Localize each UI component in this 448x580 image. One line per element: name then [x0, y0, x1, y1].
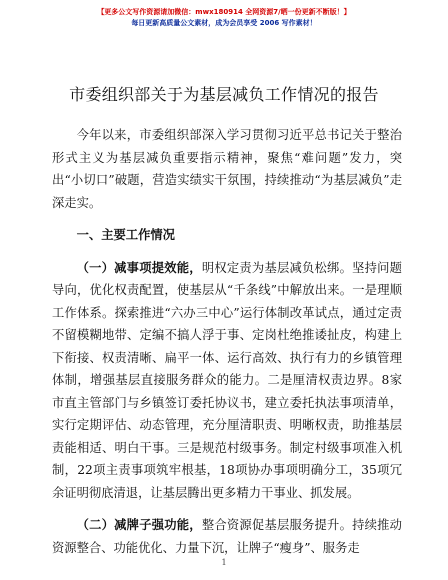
intro-paragraph: 今年以来，市委组织部深入学习贯彻习近平总书记关于整治形式主义为基层减负重要指示精神，聚焦“难问题”发力，突出“小切口”破题，营造实绩实干氛围，持续推动“为基层减负”走深走实。	[52, 128, 402, 210]
paragraph-2-text: 整合资源促基层服务提升。持续推动资源整合、功能优化、力量下沉，让牌子“瘦身”、服务走	[52, 518, 402, 555]
report-body	[52, 124, 402, 559]
promo-banner-line-1: 【更多公文写作资源请加微信：mwx180914 全网资源7/晒一份更新不断版！】	[97, 8, 351, 16]
section-heading: 一、主要工作情况	[76, 228, 175, 242]
paragraph-1-lead: （一）减事项提效能，	[76, 260, 202, 275]
paragraph-1-text: 明权定责为基层减负松绑。坚持问题导向，优化权责配置，使基层从“千条线”中解放出来。一是理顺工作体系。探索推进“六办三中心”运行体制改革试点，通过定责不留模糊地带、定编不搞人浮于事、定岗杜绝推诿扯皮，构建上下衔接、权责清晰、扁平一体、运行高效、执行有力的乡镇管理体制，增强基层直接服务群众的能力。二是厘清权责边界。8家市直主管部门与乡镇签订委托协议书，建立委托执法事项清单，实行定期评估、动态管理，充分厘清职责、明晰权责，助推基层责能相适、明白干事。三是规范村级事务。制定村级事项准入机制，22项主责事项筑牢根基，18项协办事项明确分工，35项冗余证明彻底清退，让基层腾出更多精力干事业、抓发展。	[52, 260, 402, 500]
promo-banner	[0, 7, 448, 29]
paragraph-1	[52, 257, 402, 505]
paragraph-2	[52, 514, 402, 559]
paragraph-2-lead: （二）减牌子强功能，	[76, 518, 202, 532]
report-title: 市委组织部关于为基层减负工作情况的报告	[69, 85, 379, 104]
page-number: 1	[221, 558, 227, 567]
promo-banner-line-2: 每日更新高质量公文素材，成为会员享受 2006 写作素材！	[131, 19, 317, 27]
